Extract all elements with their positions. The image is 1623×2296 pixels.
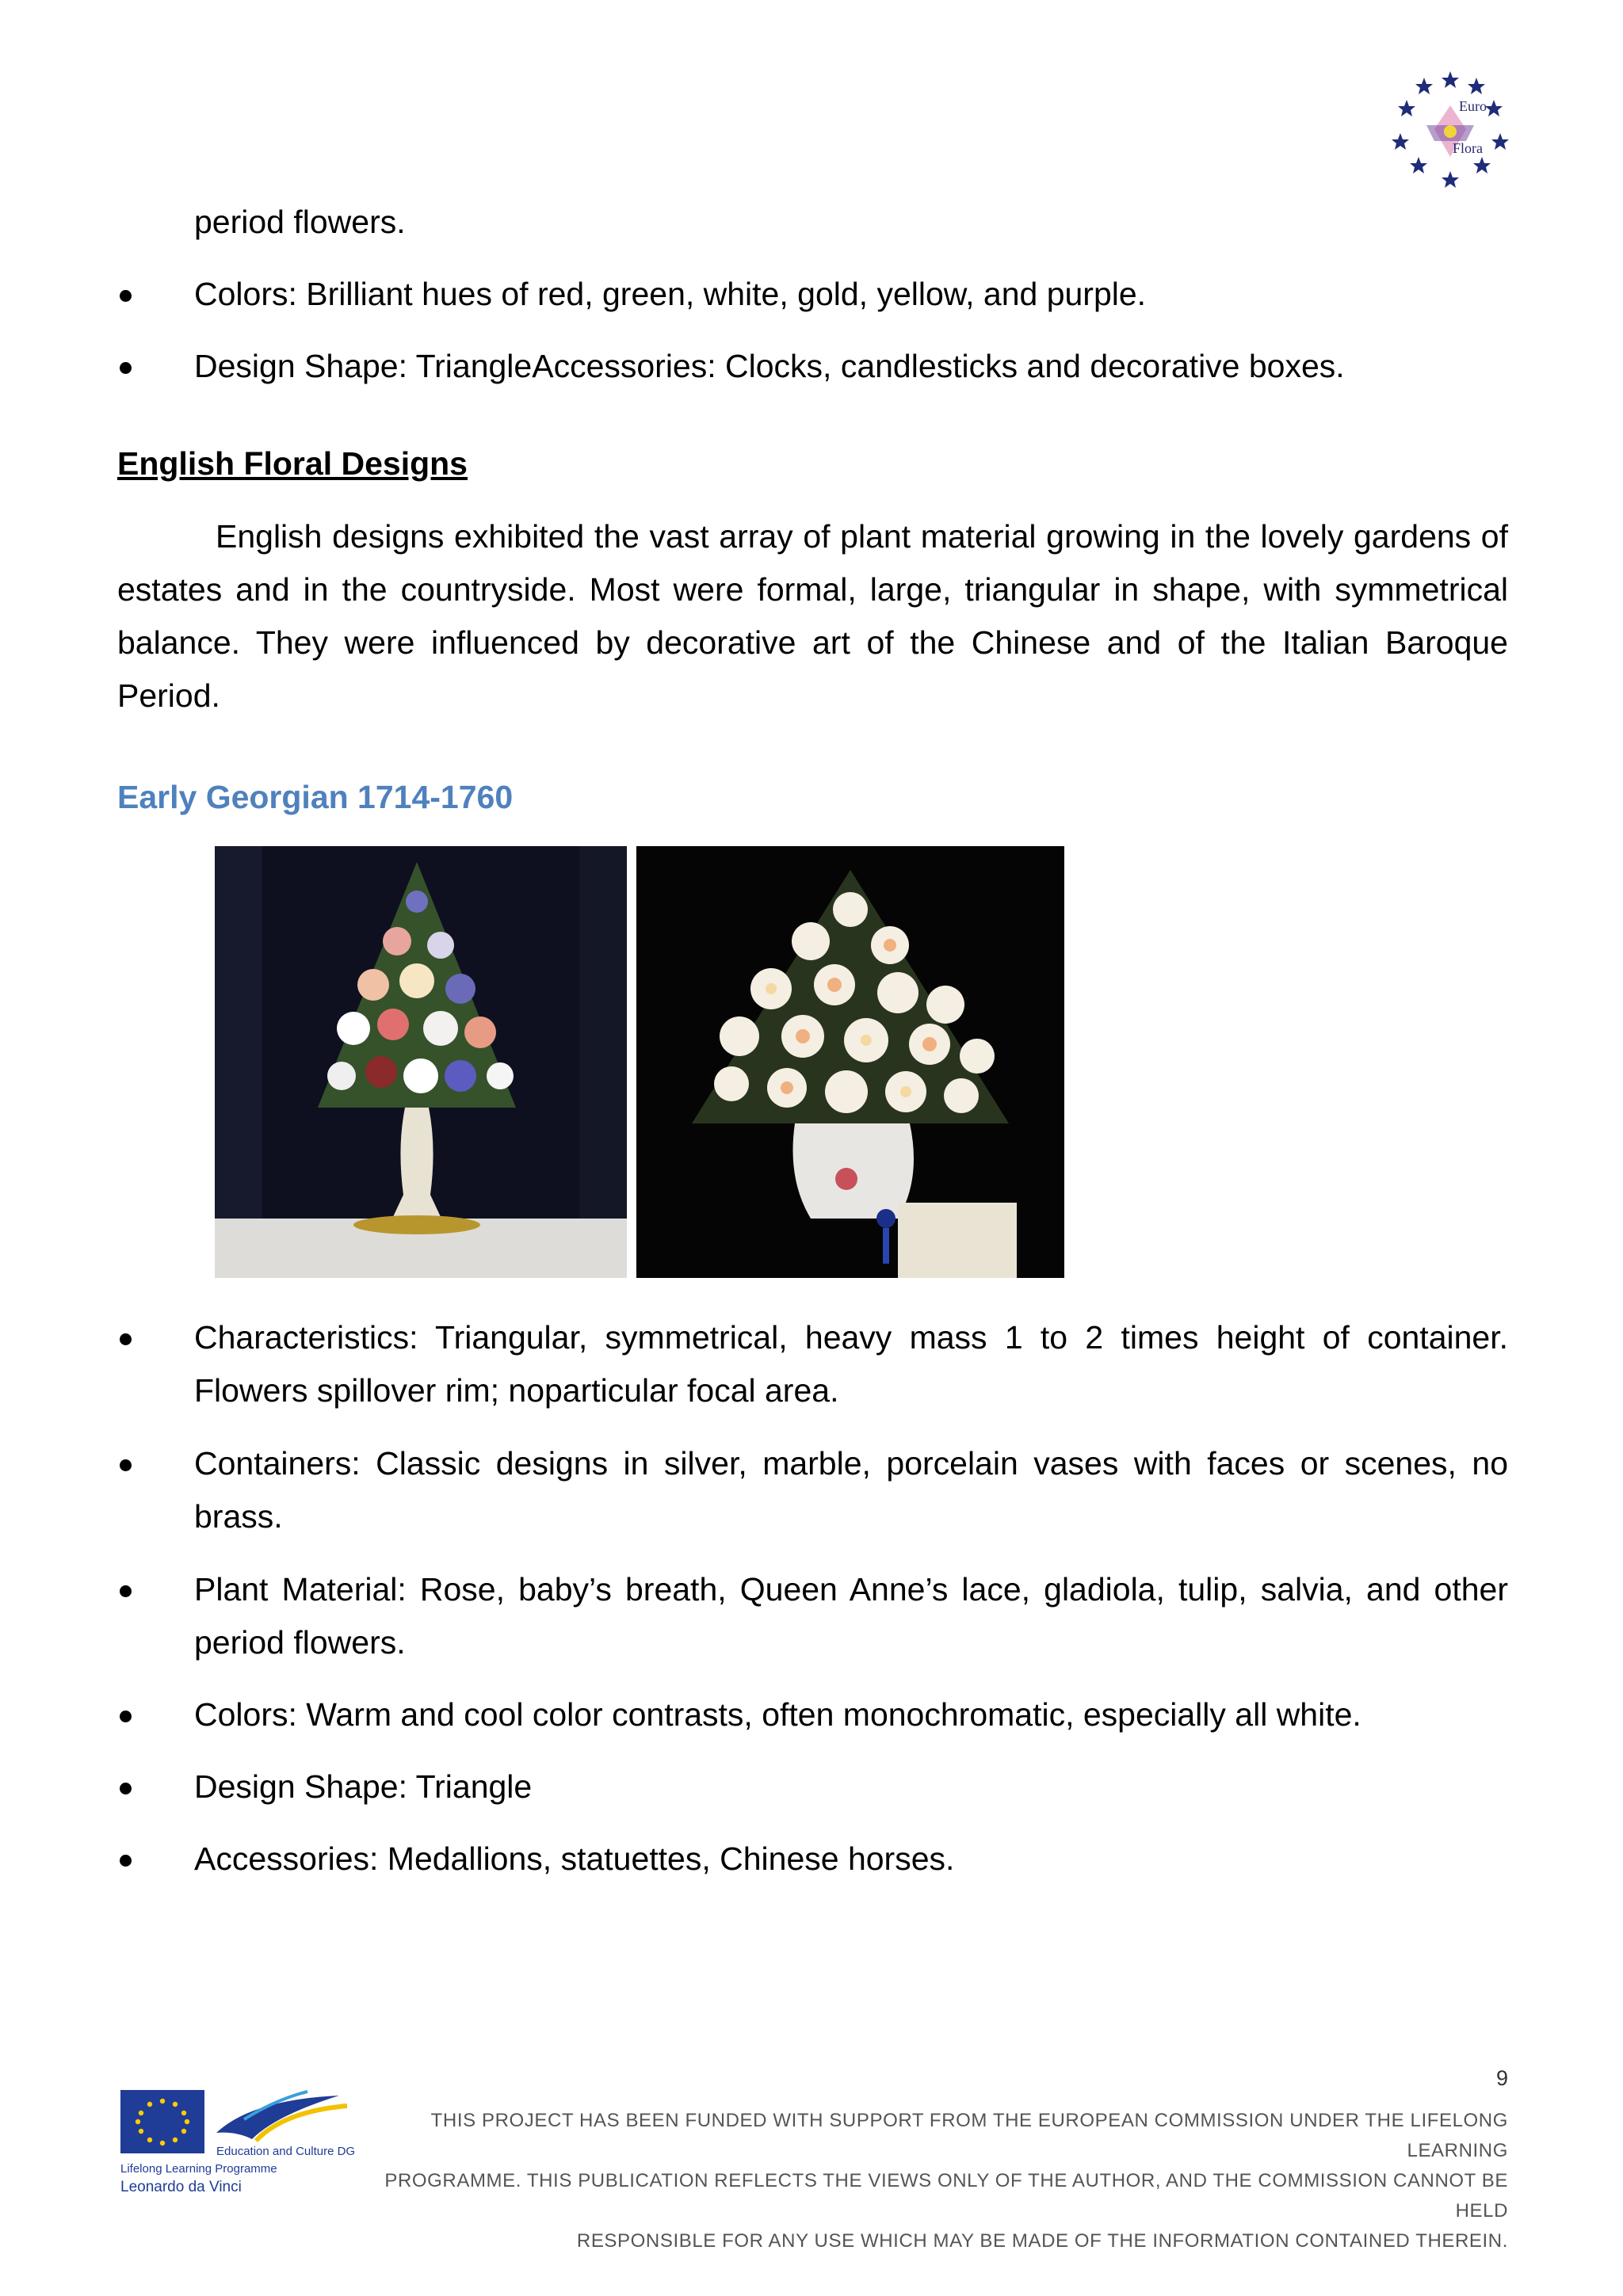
logo-text-bottom: Flora (1453, 140, 1483, 156)
logo-text-top: Euro (1459, 98, 1487, 114)
list-item (117, 1563, 1508, 1669)
eu-logo-caption: Education and Culture DG (216, 2145, 356, 2158)
bullet-icon (120, 1711, 132, 1722)
list-item-text: Design Shape: Triangle (194, 1768, 533, 1805)
list-item-text: Characteristics: Triangular, symmetrical, heavy mass 1 to 2 times height of container. Flowers spillover rim; noparticular focal area. (194, 1319, 1508, 1409)
subsection-heading: Early Georgian 1714-1760 (117, 779, 514, 815)
list-item-text: Colors: Brilliant hues of red, green, white, gold, yellow, and purple. (194, 276, 1147, 312)
bullet-icon (120, 362, 132, 374)
bullet-icon (120, 1855, 132, 1867)
page-number: 9 (1495, 2066, 1508, 2090)
bullet-icon (120, 1459, 132, 1471)
eu-lifelong-learning-logo (117, 2084, 359, 2203)
disclaimer-line: RESPONSIBLE FOR ANY USE WHICH MAY BE MADE OF THE INFORMATION CONTAINED THEREIN. (576, 2230, 1508, 2252)
euro-flora-logo (1391, 70, 1510, 196)
bullet-icon (120, 1333, 132, 1345)
list-item (117, 1311, 1508, 1417)
funding-disclaimer (349, 2106, 1508, 2256)
bullet-icon (120, 290, 132, 302)
list-item-text: Containers: Classic designs in silver, marble, porcelain vases with faces or scenes, no brass. (194, 1445, 1508, 1535)
section-paragraph: English designs exhibited the vast array of plant material growing in the lovely gardens of estates and in the countryside. Most were formal, large, triangular in shape, with symmetrical balance. They were influenced by decorative art of the Chinese and of the Italian Baroque Period. (117, 518, 1508, 714)
programme-label: Lifelong Learning Programme (120, 2162, 277, 2176)
arrangement-photo-right (636, 846, 1064, 1278)
disclaimer-line: THIS PROJECT HAS BEEN FUNDED WITH SUPPORT FROM THE EUROPEAN COMMISSION UNDER THE LIFELONG LEARNING (430, 2110, 1508, 2161)
bullet-icon (120, 1783, 132, 1794)
list-item-text: Colors: Warm and cool color contrasts, often monochromatic, especially all white. (194, 1696, 1361, 1733)
list-item (117, 1437, 1508, 1543)
list-item-text: Design Shape: TriangleAccessories: Clocks, candlesticks and decorative boxes. (194, 348, 1345, 384)
continuation-text: period flowers. (194, 204, 406, 240)
list-item-text: Plant Material: Rose, baby’s breath, Queen Anne’s lace, gladiola, tulip, salvia, and other period flowers. (194, 1571, 1508, 1661)
bullet-icon (120, 1585, 132, 1597)
section-heading: English Floral Designs (117, 445, 468, 482)
list-item-text: Accessories: Medallions, statuettes, Chinese horses. (194, 1840, 955, 1877)
disclaimer-line: PROGRAMME. THIS PUBLICATION REFLECTS THE VIEWS ONLY OF THE AUTHOR, AND THE COMMISSION CANNOT BE HELD (384, 2170, 1508, 2222)
arrangement-photo-left (215, 846, 627, 1278)
programme-name: Leonardo da Vinci (120, 2179, 242, 2195)
